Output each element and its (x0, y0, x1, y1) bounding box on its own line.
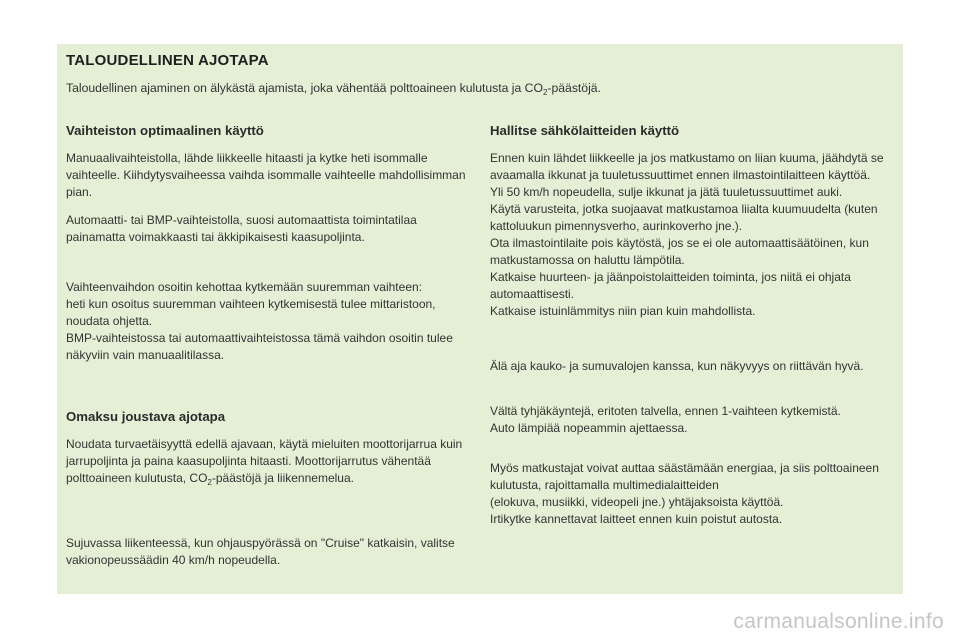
passengers-line-1: Myös matkustajat voivat auttaa säästämään energiaa, ja siis polttoaineen kulutusta, rajoittamalla multimedialaitteiden (490, 461, 879, 492)
intro-text (66, 81, 896, 95)
electrical-line-1: Ennen kuin lähdet liikkeelle ja jos matkustamo on liian kuuma, jäähdytä se avaamalla ikkunat ja tuuletussuuttimet ennen ilmastointilaitteen käyttöä. (490, 151, 884, 182)
driving-style-heading: Omaksu joustava ajotapa (66, 409, 226, 424)
idling-line-1: Vältä tyhjäkäyntejä, eritoten talvella, ennen 1-vaihteen kytkemistä. (490, 404, 841, 418)
engine-braking-paragraph (66, 436, 476, 488)
cruise-control-paragraph: Sujuvassa liikenteessä, kun ohjauspyörässä on "Cruise" katkaisin, valitse vakionopeussäädin 40 km/h nopeudella. (66, 536, 455, 567)
idling-paragraph (490, 403, 902, 437)
passengers-line-3: Irtikytke kannettavat laitteet ennen kuin poistut autosta. (490, 512, 783, 526)
intro-text-end: -päästöjä. (547, 81, 601, 95)
intro-co2-subscript: 2 (542, 88, 548, 97)
idling-line-2: Auto lämpiää nopeammin ajettaessa. (490, 421, 688, 435)
electrical-heading: Hallitse sähkölaitteiden käyttö (490, 123, 680, 138)
electrical-line-2: Yli 50 km/h nopeudella, sulje ikkunat ja jätä tuuletussuuttimet auki. (490, 185, 843, 199)
engine-braking-co2-subscript: 2 (207, 478, 212, 487)
gear-indicator-line-3: BMP-vaihteistossa tai automaattivaihteistossa tämä vaihdon osoitin tulee näkyviin vain manuaalitilassa. (66, 331, 453, 362)
electrical-line-3: Käytä varusteita, jotka suojaavat matkustamoa liialta kuumuudelta (kuten kattoluukun pimennysverho, aurinkoverho jne.). (490, 202, 878, 233)
gearbox-heading: Vaihteiston optimaalinen käyttö (66, 123, 264, 138)
engine-braking-text: Noudata turvaetäisyyttä edellä ajavaan, käytä mieluiten moottorijarrua kuin jarrupoljinta ja paina kaasupoljinta hitaasti. Moottorijarrutus vähentää polttoaineen kulutusta, CO (66, 437, 463, 485)
gear-indicator-line-2: heti kun osoitus suuremman vaihteen kytkemisestä tulee mittaristoon, noudata ohjetta. (66, 297, 436, 328)
gearbox-automatic-paragraph: Automaatti- tai BMP-vaihteistolla, suosi automaattista toimintatilaa painamatta voimakkaasti tai äkkipikaisesti kaasupoljinta. (66, 213, 417, 244)
gearbox-manual-paragraph: Manuaalivaihteistolla, lähde liikkeelle hitaasti ja kytke heti isommalle vaihteelle. Kiihdytysvaiheessa vaihda isommalle vaihteelle mahdollisimman pian. (66, 151, 466, 199)
lights-paragraph: Älä aja kauko- ja sumuvalojen kanssa, kun näkyvyys on riittävän hyvä. (490, 359, 864, 373)
electrical-line-6: Katkaise istuinlämmitys niin pian kuin mahdollista. (490, 304, 756, 318)
passengers-line-2: (elokuva, musiikki, videopeli jne.) yhtäjaksoista käyttöä. (490, 495, 784, 509)
electrical-paragraph (490, 150, 902, 320)
intro-text-main: Taloudellinen ajaminen on älykästä ajamista, joka vähentää polttoaineen kulutusta ja CO (66, 81, 543, 95)
page-title: TALOUDELLINEN AJOTAPA (66, 52, 269, 69)
electrical-line-5: Katkaise huurteen- ja jäänpoistolaitteiden toiminta, jos niitä ei ohjata automaattisesti. (490, 270, 851, 301)
electrical-line-4: Ota ilmastointilaite pois käytöstä, jos se ei ole automaattisäätöinen, kun matkustamossa on haluttu lämpötila. (490, 236, 869, 267)
passengers-paragraph (490, 460, 902, 528)
gear-indicator-line-1: Vaihteenvaihdon osoitin kehottaa kytkemään suuremman vaihteen: (66, 280, 422, 294)
watermark: carmanualsonline.info (733, 610, 944, 633)
engine-braking-text-end: -päästöjä ja liikennemelua. (211, 471, 354, 485)
gear-indicator-paragraph (66, 279, 471, 364)
